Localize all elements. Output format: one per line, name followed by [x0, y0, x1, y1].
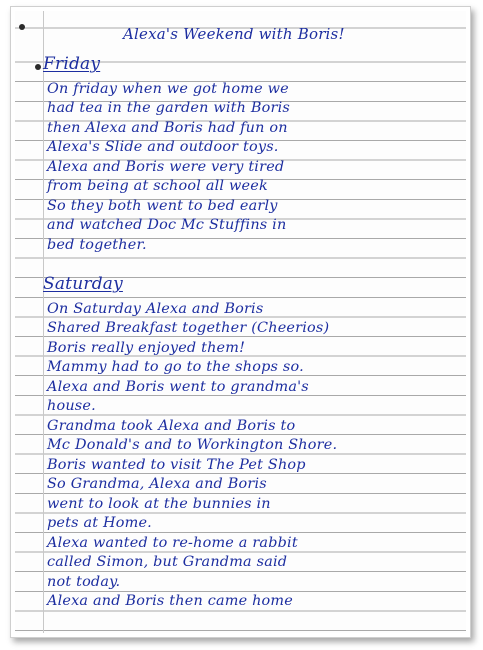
bullet-dot-icon [35, 64, 41, 70]
text-line: Alexa and Boris then came home [47, 593, 293, 609]
section-heading-friday: Friday [43, 54, 101, 74]
text-line: So they both went to bed early [47, 198, 278, 214]
text-line: had tea in the garden with Boris [47, 100, 290, 116]
text-line: and watched Doc Mc Stuffins in [47, 217, 287, 233]
text-line: Boris really enjoyed them! [47, 340, 246, 356]
text-line: Grandma took Alexa and Boris to [47, 418, 296, 434]
text-line: Mc Donald's and to Workington Shore. [47, 437, 338, 453]
text-line: On friday when we got home we [47, 81, 289, 97]
page-title: Alexa's Weekend with Boris! [123, 25, 345, 43]
text-line: bed together. [47, 237, 147, 253]
text-line: Boris wanted to visit The Pet Shop [47, 457, 306, 473]
text-line: Mammy had to go to the shops so. [47, 359, 304, 375]
text-line: went to look at the bunnies in [47, 496, 271, 512]
lined-paper [15, 11, 466, 633]
text-line: So Grandma, Alexa and Boris [47, 476, 267, 492]
text-line: pets at Home. [47, 515, 152, 531]
text-line: Alexa and Boris went to grandma's [47, 379, 309, 395]
text-line: Alexa and Boris were very tired [47, 159, 285, 175]
text-line: house. [47, 398, 96, 414]
text-line: then Alexa and Boris had fun on [47, 120, 288, 136]
text-line: Alexa wanted to re-home a rabbit [47, 535, 298, 551]
section-heading-saturday: Saturday [43, 274, 123, 294]
text-line: from being at school all week [47, 178, 268, 194]
text-line: On Saturday Alexa and Boris [47, 301, 264, 317]
text-line: called Simon, but Grandma said [47, 554, 288, 570]
text-line: Shared Breakfast together (Cheerios) [47, 320, 330, 336]
notebook-page-frame [10, 6, 471, 638]
margin-rule [43, 11, 44, 633]
text-line: not today. [47, 574, 121, 590]
text-line: Alexa's Slide and outdoor toys. [47, 139, 279, 155]
binder-hole-icon [19, 24, 25, 30]
